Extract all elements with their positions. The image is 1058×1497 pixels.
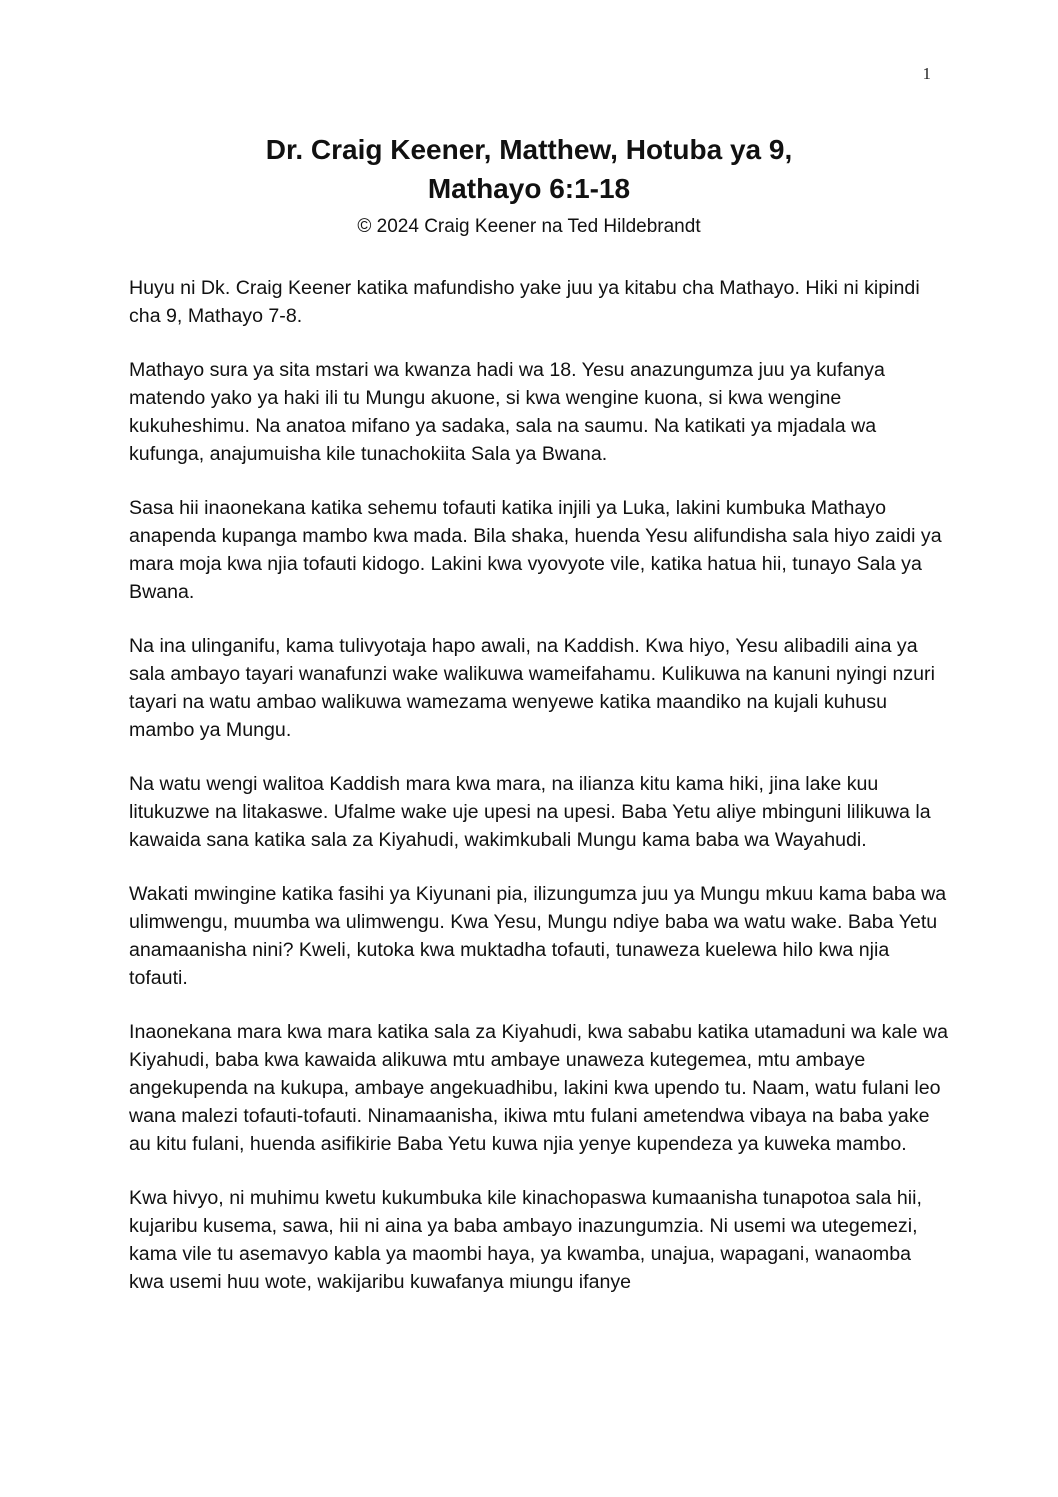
paragraph: Sasa hii inaonekana katika sehemu tofauti katika injili ya Luka, lakini kumbuka Mathayo anapenda kupanga mambo kwa mada. Bila shaka, huenda Yesu alifundisha sala hiyo zaidi ya mara moja kwa njia tofauti kidogo. Lakini kwa vyovyote vile, katika hatua hii, tunayo Sala ya Bwana. [129, 497, 942, 603]
title-block [0, 130, 1058, 240]
paragraph: Mathayo sura ya sita mstari wa kwanza hadi wa 18. Yesu anazungumza juu ya kufanya matendo yako ya haki ili tu Mungu akuone, si kwa wengine kuona, si kwa wengine kukuheshimu. Na anatoa mifano ya sadaka, sala na saumu. Na katikati ya mjadala wa kufunga, anajumuisha kile tunachokiita Sala ya Bwana. [129, 359, 885, 465]
paragraph: Huyu ni Dk. Craig Keener katika mafundisho yake juu ya kitabu cha Mathayo. Hiki ni kipindi cha 9, Mathayo 7-8. [129, 277, 920, 327]
page-number: 1 [922, 64, 931, 83]
copyright-notice: © 2024 Craig Keener na Ted Hildebrandt [357, 216, 701, 237]
paragraph: Kwa hivyo, ni muhimu kwetu kukumbuka kile kinachopaswa kumaanisha tunapotoa sala hii, kujaribu kusema, sawa, hii ni aina ya baba ambayo inazungumzia. Ni usemi wa utegemezi, kama vile tu asemavyo kabla ya maombi haya, ya kwamba, unajua, wapagani, wanaomba kwa usemi huu wote, wakijaribu kuwafanya miungu ifanye [129, 1187, 922, 1293]
paragraph: Na watu wengi walitoa Kaddish mara kwa mara, na ilianza kitu kama hiki, jina lake kuu litukuzwe na litakaswe. Ufalme wake uje upesi na upesi. Baba Yetu aliye mbinguni lilikuwa la kawaida sana katika sala za Kiyahudi, wakimkubali Mungu kama baba wa Wayahudi. [129, 773, 931, 851]
paragraph: Inaonekana mara kwa mara katika sala za Kiyahudi, kwa sababu katika utamaduni wa kale wa Kiyahudi, baba kwa kawaida alikuwa mtu ambaye unaweza kutegemea, mtu ambaye angekupenda na kukupa, ambaye angekuadhibu, lakini kwa upendo tu. Naam, watu fulani leo wana malezi tofauti-tofauti. Ninamaanisha, ikiwa mtu fulani ametendwa vibaya na baba yake au kitu fulani, huenda asifikirie Baba Yetu kuwa njia yenye kupendeza ya kuweka mambo. [129, 1021, 949, 1155]
document-title-line-2: Mathayo 6:1-18 [427, 173, 631, 204]
paragraph: Wakati mwingine katika fasihi ya Kiyunani pia, ilizungumza juu ya Mungu mkuu kama baba wa ulimwengu, muumba wa ulimwengu. Kwa Yesu, Mungu ndiye baba wa watu wake. Baba Yetu anamaanisha nini? Kweli, kutoka kwa muktadha tofauti, tunaweza kuelewa hilo kwa njia tofauti. [129, 883, 947, 989]
body-text [129, 274, 949, 1322]
paragraph: Na ina ulinganifu, kama tulivyotaja hapo awali, na Kaddish. Kwa hiyo, Yesu alibadili aina ya sala ambayo tayari wanafunzi wake walikuwa wameifahamu. Kulikuwa na kanuni nyingi nzuri tayari na watu ambao walikuwa wamezama wenyewe katika maandiko na kujali kuhusu mambo ya Mungu. [129, 635, 935, 741]
document-title-line-1: Dr. Craig Keener, Matthew, Hotuba ya 9, [265, 134, 793, 165]
